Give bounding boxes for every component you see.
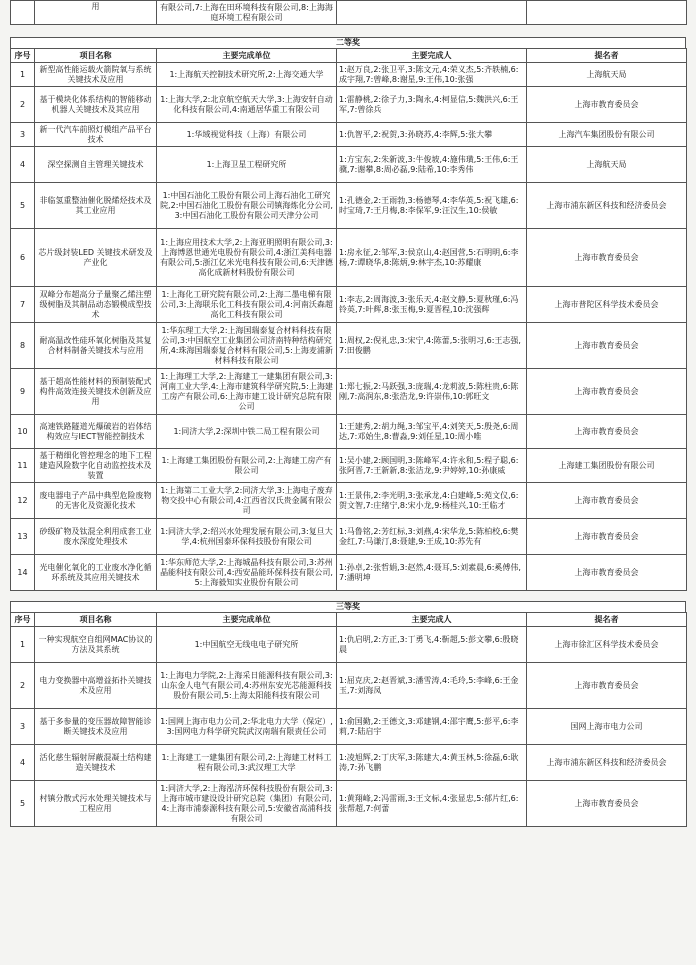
- row-number: 5: [11, 781, 35, 827]
- row-number: 14: [11, 555, 35, 591]
- completion-unit: 1:国网上海市电力公司,2:华北电力大学（保定）,3:国网电力科学研究院武汉南瑞有限责任公司: [157, 709, 337, 745]
- row-number: 3: [11, 123, 35, 147]
- nominator: 上海市教育委员会: [527, 781, 687, 827]
- header-no: 序号: [11, 613, 35, 627]
- nominator: 上海市浦东新区科技和经济委员会: [527, 745, 687, 781]
- table-header-row: [11, 49, 687, 63]
- project-name: 基于精细化管控理念的地下工程建造风险数字化自动监控技术及装置: [35, 449, 157, 483]
- completion-people: 1:仇启明,2:方正,3:丁勇飞,4:靳超,5:彭文攀,6:殷晓晨: [337, 627, 527, 663]
- header-nominator: 提名者: [527, 49, 687, 63]
- header-name: 项目名称: [35, 49, 157, 63]
- row-number: 2: [11, 87, 35, 123]
- completion-people: [337, 1, 527, 25]
- completion-people: 1:吴小建,2:顾国明,3:陈峰军,4:许永和,5:程子聪,6:张阿晋,7:王新新,8:张洁龙,9:尹婷婷,10:孙康威: [337, 449, 527, 483]
- completion-people: 1:黄翔峰,2:冯雷雨,3:王文标,4:张显忠,5:郁片红,6:张帮超,7:何蕾: [337, 781, 527, 827]
- table-row: [11, 415, 687, 449]
- completion-people: 1:方宝东,2:朱新波,3:牛俊坡,4:施伟璜,5:王伟,6:王骥,7:谢攀,8:周必磊,9:陆希,10:李秀伟: [337, 147, 527, 183]
- row-number: 8: [11, 323, 35, 369]
- header-unit: 主要完成单位: [157, 613, 337, 627]
- project-name: 深空探测自主管理关键技术: [35, 147, 157, 183]
- table-row: [11, 663, 687, 709]
- table-row: [11, 1, 687, 25]
- table-row: [11, 183, 687, 229]
- project-name: 基于多参量的变压器故障智能诊断关键技术及应用: [35, 709, 157, 745]
- completion-unit: 1:上海建工集团股份有限公司,2:上海建工房产有限公司: [157, 449, 337, 483]
- top-fragment-table: [10, 0, 687, 25]
- completion-people: 1:房永征,2:邹军,3:侯京山,4:赵国营,5:石明明,6:李杨,7:谭晓华,8:陈炳,9:林宇杰,10:苏耀康: [337, 229, 527, 287]
- project-name: 双峰分布超高分子量聚乙烯注塑级树脂及其制品动态锻模成型技术: [35, 287, 157, 323]
- award-document: [10, 0, 686, 827]
- project-name: 基于超高性能材料的预制装配式构件高效连接关键技术创新及应用: [35, 369, 157, 415]
- table-row: [11, 745, 687, 781]
- row-number: 4: [11, 745, 35, 781]
- completion-people: 1:俞国勤,2:王德文,3:邓建钢,4:邵宇鹰,5:彭平,6:李莉,7:陆启宇: [337, 709, 527, 745]
- nominator: [527, 1, 687, 25]
- header-unit: 主要完成单位: [157, 49, 337, 63]
- nominator: 国网上海市电力公司: [527, 709, 687, 745]
- completion-people: 1:雷静桃,2:徐子力,3:陶永,4:柯显信,5:魏洪兴,6:王军,7:曾徐兵: [337, 87, 527, 123]
- table-row: [11, 627, 687, 663]
- nominator: 上海市教育委员会: [527, 483, 687, 519]
- nominator: 上海市徐汇区科学技术委员会: [527, 627, 687, 663]
- completion-unit: 1:上海理工大学,2:上海建工一建集团有限公司,3:河南工业大学,4:上海市建筑科学研究院,5:上海建工房产有限公司,6:上海市建工设计研究总院有限公司: [157, 369, 337, 415]
- table-row: [11, 123, 687, 147]
- nominator: 上海市浦东新区科技和经济委员会: [527, 183, 687, 229]
- header-people: 主要完成人: [337, 49, 527, 63]
- row-number: 13: [11, 519, 35, 555]
- project-name: 活化慈生辐射屏蔽混凝土结构建造关键技术: [35, 745, 157, 781]
- project-name: 高速铁路隧道光爆破岩的岩体结构效应与IECT智能控制技术: [35, 415, 157, 449]
- table-row: [11, 323, 687, 369]
- completion-unit: 1:上海大学,2:北京航空航天大学,3:上海安轩自动化科技有限公司,4:南通居华重工有限公司: [157, 87, 337, 123]
- nominator: 上海市教育委员会: [527, 323, 687, 369]
- completion-unit: 1:华域视觉科技（上海）有限公司: [157, 123, 337, 147]
- project-name: 用: [35, 1, 157, 25]
- completion-people: 1:赵万良,2:张卫平,3:陈文元,4:荣义杰,5:齐轶楠,6:成宇翔,7:曾峰,8:谢星,9:王伟,10:张强: [337, 63, 527, 87]
- project-name: 基于模块化体系结构的智能移动机器人关键技术及其应用: [35, 87, 157, 123]
- third-prize-table: [10, 612, 687, 827]
- completion-unit: 1:华东理工大学,2:上海国瑞泰复合材料科技有限公司,3:中国航空工业集团公司济南特种结构研究所,4:珠海国瑞泰复合材料有限公司,5:上海麦浦新材料科技有限公司: [157, 323, 337, 369]
- project-name: 耐高温改性硅环氧化树脂及其复合材料制备关键技术与应用: [35, 323, 157, 369]
- row-number: 1: [11, 627, 35, 663]
- project-name: 一种实现航空自组网MAC协议的方法及其系统: [35, 627, 157, 663]
- table-row: [11, 449, 687, 483]
- completion-unit: 1:上海第二工业大学,2:同济大学,3:上海电子废弃物交投中心有限公司,4:江西省汉氏贵金属有限公司: [157, 483, 337, 519]
- nominator: 上海市普陀区科学技术委员会: [527, 287, 687, 323]
- header-nominator: 提名者: [527, 613, 687, 627]
- completion-people: 1:郑七振,2:马跃强,3:庞瑞,4:龙莉波,5:陈柱贵,6:陈刚,7:高润东,8:张浩龙,9:许崇伟,10:郭旺文: [337, 369, 527, 415]
- header-people: 主要完成人: [337, 613, 527, 627]
- section-title-second-prize: 二等奖: [10, 37, 686, 48]
- completion-people: 1:屈克庆,2:赵晋斌,3:潘雪涛,4:毛玲,5:李峰,6:王金玉,7:刘海凤: [337, 663, 527, 709]
- row-number: [11, 1, 35, 25]
- project-name: 光电催化氧化的工业废水净化循环系统及其应用关键技术: [35, 555, 157, 591]
- project-name: 新型高性能运载火箭院氧与系统关键技术及应用: [35, 63, 157, 87]
- table-row: [11, 483, 687, 519]
- row-number: 7: [11, 287, 35, 323]
- table-row: [11, 229, 687, 287]
- completion-people: 1:李志,2:周海波,3:张乐天,4:赵文静,5:夏秋瑾,6:冯铃英,7:叶辉,8:张玉梅,9:夏晋程,10:沈强辉: [337, 287, 527, 323]
- completion-unit: 1:同济大学,2:深圳中铁二局工程有限公司: [157, 415, 337, 449]
- completion-unit: 有限公司,7:上海在田环境科技有限公司,8:上海海庭环境工程有限公司: [157, 1, 337, 25]
- table-row: [11, 87, 687, 123]
- completion-people: 1:孙卓,2:张哲娟,3:赵然,4:聂耳,5:刘素晨,6:奚傅伟,7:潘明坤: [337, 555, 527, 591]
- completion-people: 1:马鲁铭,2:芳红标,3:刘燕,4:宋华龙,5:陈柏校,6:樊金红,7:马谦汀,8:聂建,9:王成,10:苏先有: [337, 519, 527, 555]
- nominator: 上海市教育委员会: [527, 415, 687, 449]
- row-number: 5: [11, 183, 35, 229]
- row-number: 10: [11, 415, 35, 449]
- third-prize-rows: [11, 627, 687, 827]
- project-name: 新一代汽车前照灯模组产品平台技术: [35, 123, 157, 147]
- completion-unit: 1:上海卫星工程研究所: [157, 147, 337, 183]
- nominator: 上海市教育委员会: [527, 519, 687, 555]
- completion-unit: 1:上海化工研究院有限公司,2:上海二墨电梯有限公司,3:上海联乐化工科技有限公司,4:河南沃森超高化工科技有限公司: [157, 287, 337, 323]
- page-margin: [0, 920, 696, 965]
- nominator: 上海市教育委员会: [527, 87, 687, 123]
- completion-people: 1:周权,2:倪礼忠,3:宋宁,4:陈蕾,5:张明习,6:王志强,7:田俊鹏: [337, 323, 527, 369]
- table-row: [11, 709, 687, 745]
- completion-unit: 1:同济大学,2:上海泓济环保科技股份有限公司,3:上海市城市建设设计研究总院（集团）有限公司,4:上海市浦泰源科技有限公司,5:安徽省高浦科技有限公司: [157, 781, 337, 827]
- row-number: 3: [11, 709, 35, 745]
- header-name: 项目名称: [35, 613, 157, 627]
- table-row: [11, 287, 687, 323]
- project-name: 村镇分散式污水处理关键技术与工程应用: [35, 781, 157, 827]
- row-number: 9: [11, 369, 35, 415]
- project-name: 废电器电子产品中典型危险废物的无害化及资源化技术: [35, 483, 157, 519]
- completion-unit: 1:华东师范大学,2:上海城晶科技有限公司,3:苏州晶能科技有限公司,4:西安晶能环保科技有限公司,5:上海毅知实业股份有限公司: [157, 555, 337, 591]
- table-header-row: [11, 613, 687, 627]
- nominator: 上海建工集团股份有限公司: [527, 449, 687, 483]
- row-number: 1: [11, 63, 35, 87]
- project-name: 电力变换器中高增益拓扑关键技术及应用: [35, 663, 157, 709]
- nominator: 上海航天局: [527, 147, 687, 183]
- table-row: [11, 369, 687, 415]
- row-number: 4: [11, 147, 35, 183]
- row-number: 6: [11, 229, 35, 287]
- table-row: [11, 519, 687, 555]
- completion-unit: 1:上海建工一建集团有限公司,2:上海建工材料工程有限公司,3:武汉理工大学: [157, 745, 337, 781]
- completion-people: 1:王建秀,2:胡力绳,3:邹宝平,4:刘笑天,5:殷尧,6:周达,7:邓始生,8:曹淼,9:刘任星,10:周小唯: [337, 415, 527, 449]
- completion-unit: 1:中国石油化工股份有限公司上海石油化工研究院,2:中国石油化工股份有限公司镇海炼化分公司,3:中国石油化工股份有限公司天津分公司: [157, 183, 337, 229]
- header-no: 序号: [11, 49, 35, 63]
- completion-unit: 1:上海航天控制技术研究所,2:上海交通大学: [157, 63, 337, 87]
- completion-people: 1:孔德金,2:王雨勃,3:杨德琴,4:李华英,5:祝飞雄,6:时宝琦,7:王月梅,8:李保军,9:汪汉生,10:侯敏: [337, 183, 527, 229]
- nominator: 上海汽车集团股份有限公司: [527, 123, 687, 147]
- row-number: 2: [11, 663, 35, 709]
- nominator: 上海市教育委员会: [527, 555, 687, 591]
- row-number: 12: [11, 483, 35, 519]
- project-name: 砂级矿物及钛混全利用成套工业废水深度处理技术: [35, 519, 157, 555]
- table-row: [11, 147, 687, 183]
- completion-unit: 1:上海电力学院,2:上海采日能源科技有限公司,3:山东金人电气有限公司,4:苏州东安光芯能源科技股份有限公司,5:上海太阳能科技有限公司: [157, 663, 337, 709]
- completion-unit: 1:中国航空无线电电子研究所: [157, 627, 337, 663]
- completion-unit: 1:上海应用技术大学,2:上海亚明照明有限公司,3:上海博恩世通光电股份有限公司,4:浙江美科电器有限公司,5:浙江亿米光电科技有限公司,6:天津德高化成新材料股份有限公司: [157, 229, 337, 287]
- project-name: 非临氢重整油催化脱烯烃技术及其工业应用: [35, 183, 157, 229]
- completion-people: 1:王景伟,2:李光明,3:张承龙,4:白建峰,5:苑文仪,6:贺文智,7:庄绪宁,8:宋小龙,9:杨桂兴,10:王临才: [337, 483, 527, 519]
- second-prize-table: [10, 48, 687, 591]
- completion-people: 1:仇智平,2:祝贺,3:孙晓苏,4:李辉,5:张大攀: [337, 123, 527, 147]
- table-row: [11, 63, 687, 87]
- nominator: 上海市教育委员会: [527, 663, 687, 709]
- project-name: 芯片级封装LED 关键技术研发及产业化: [35, 229, 157, 287]
- second-prize-rows: [11, 63, 687, 591]
- table-row: [11, 555, 687, 591]
- nominator: 上海航天局: [527, 63, 687, 87]
- completion-people: 1:凌旭辉,2:丁庆军,3:陈建大,4:黄玉林,5:徐磊,6:耿涛,7:孙飞鹏: [337, 745, 527, 781]
- completion-unit: 1:同济大学,2:绍兴水处理发展有限公司,3:复旦大学,4:杭州国泰环保科技股份有限公司: [157, 519, 337, 555]
- nominator: 上海市教育委员会: [527, 229, 687, 287]
- section-title-third-prize: 三等奖: [10, 601, 686, 612]
- nominator: 上海市教育委员会: [527, 369, 687, 415]
- table-row: [11, 781, 687, 827]
- row-number: 11: [11, 449, 35, 483]
